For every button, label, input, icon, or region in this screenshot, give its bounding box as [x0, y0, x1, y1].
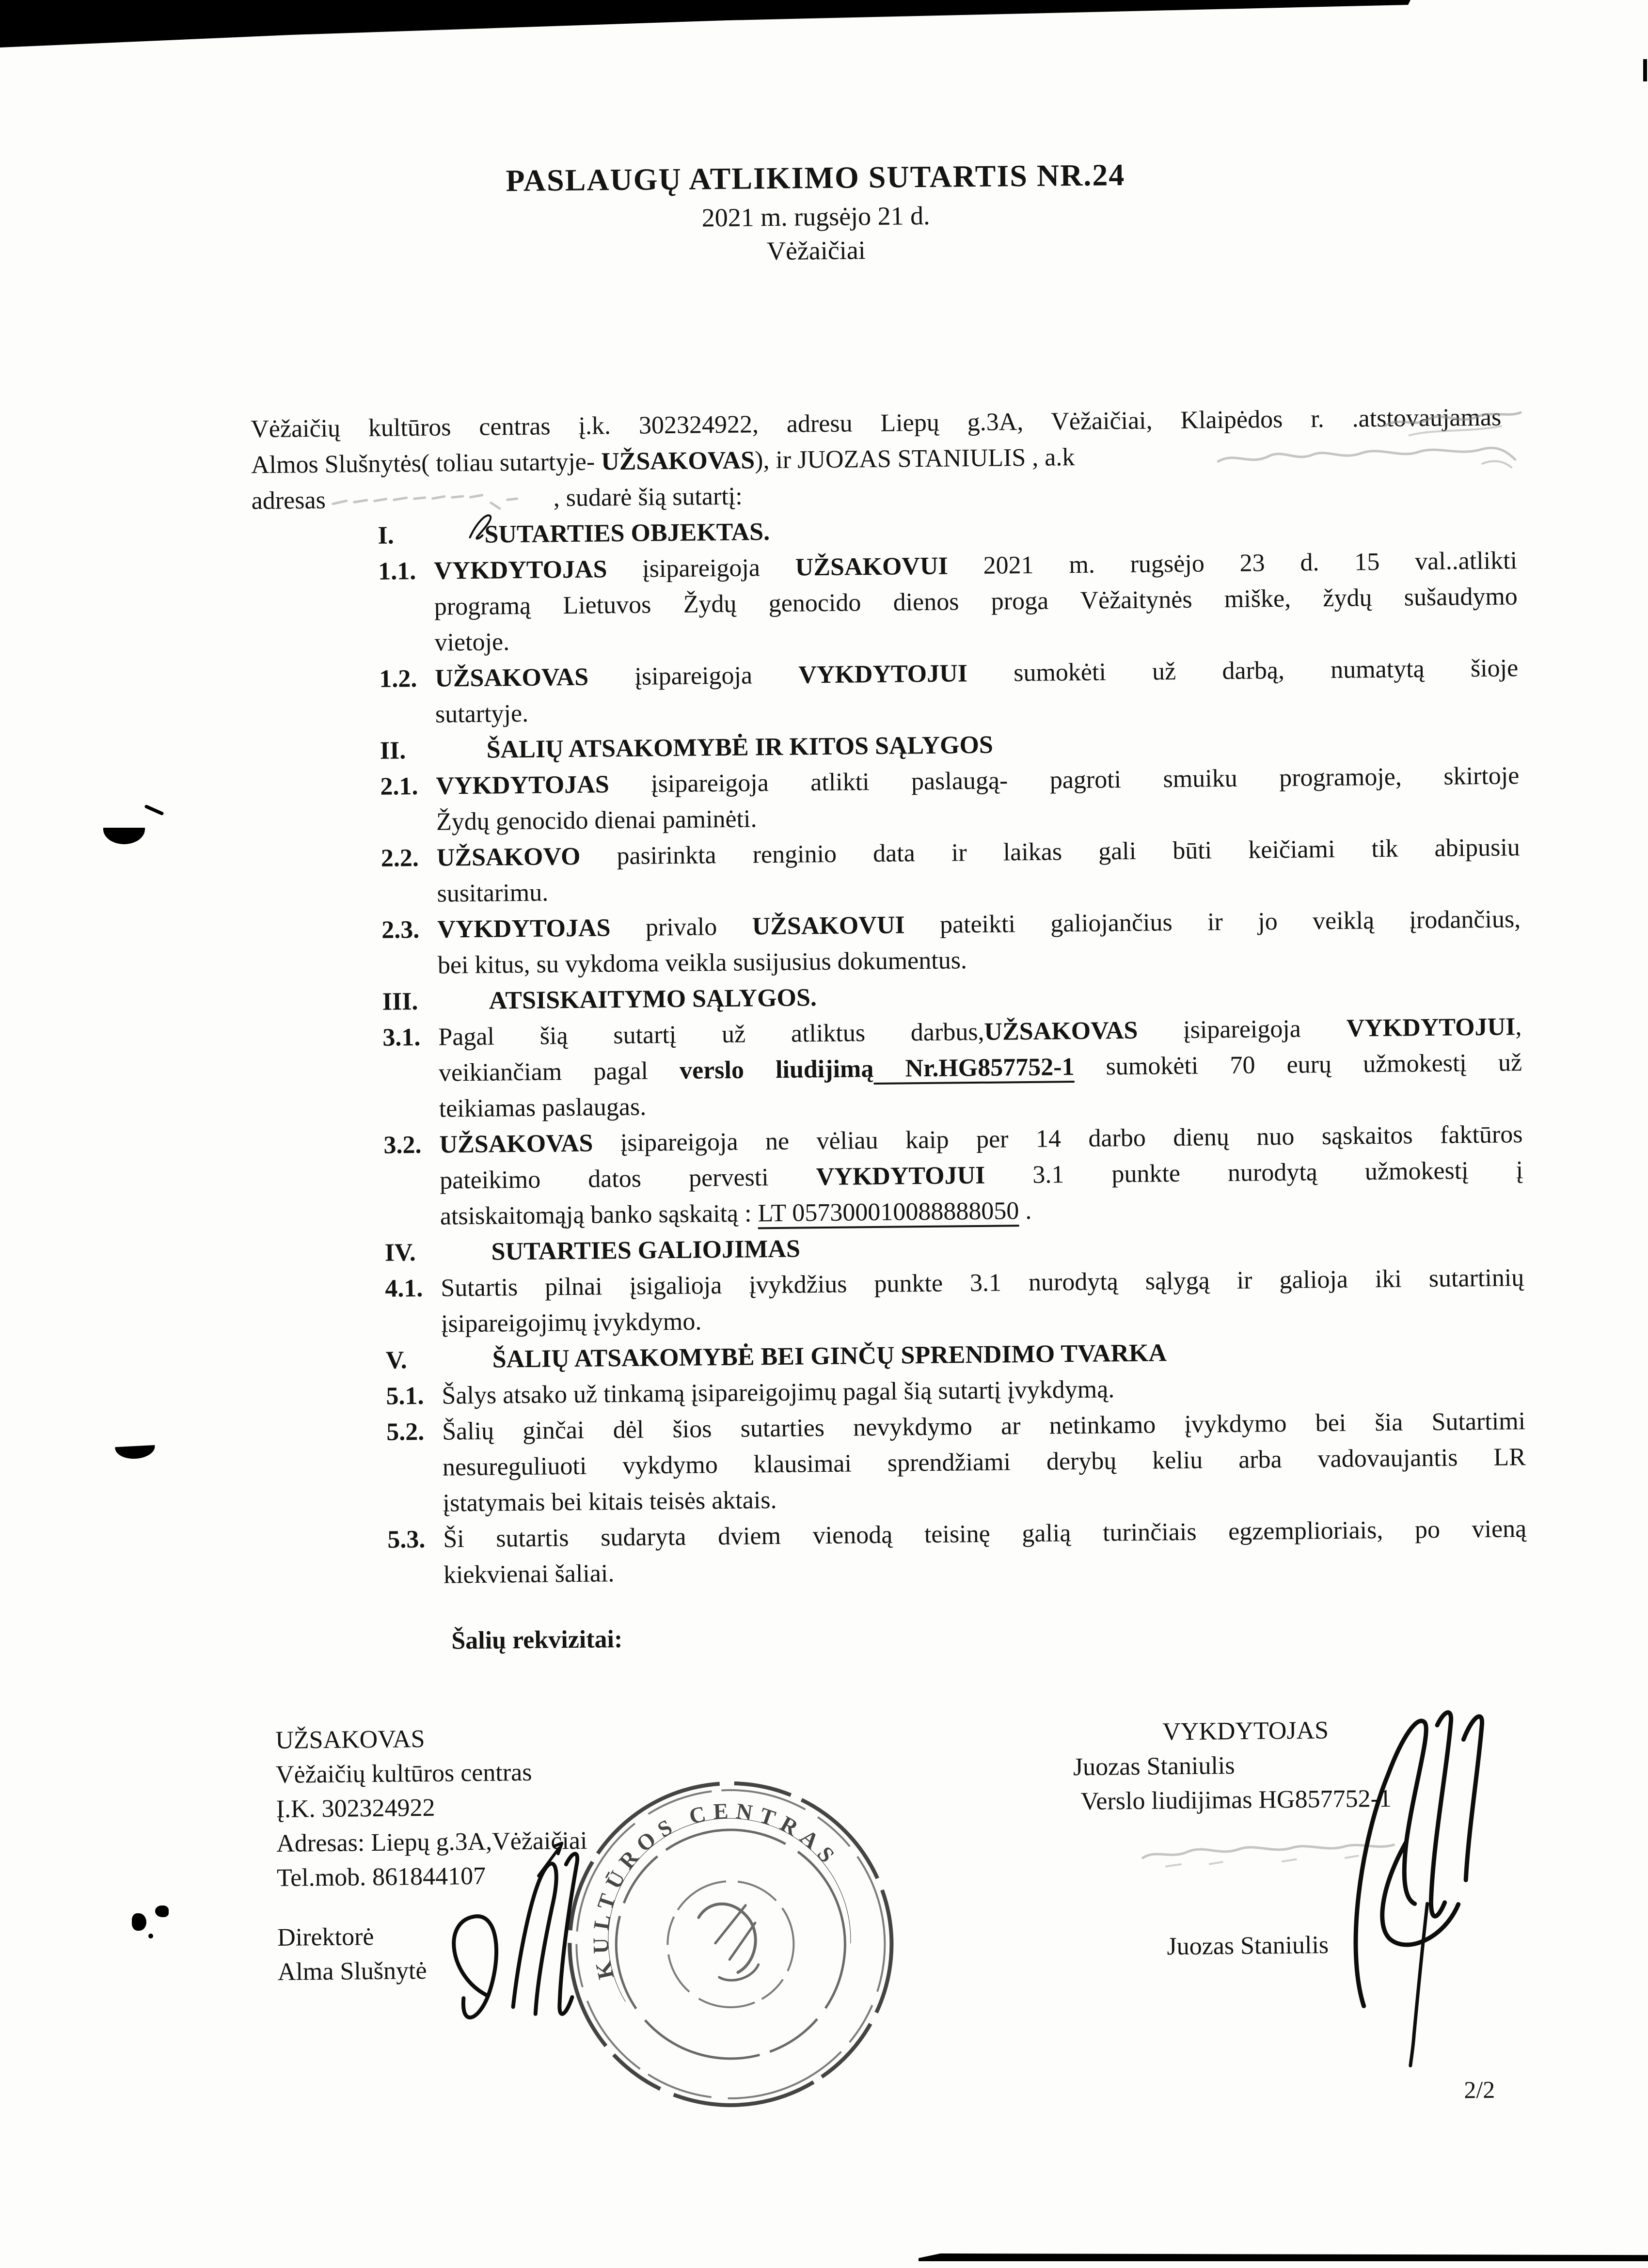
clause-number: 1.1.: [378, 557, 416, 585]
section-heading-1: I. SUTARTIES OBJEKTAS.: [378, 518, 770, 550]
clause-3-1: 3.1. Pagal šią sutartį už atliktus darbus,UŽSAKOVAS įsipareigoja VYKDYTOJUI, veikiančiam pagal verslo liudijimą Nr.HG857752-1 sumokėti 70 eurų užmokestį už teikiamas paslaugas.: [382, 1013, 1522, 1123]
clause-1-2: 1.2. UŽSAKOVAS įsipareigoja VYKDYTOJUI sumokėti už darbą, numatytą šioje sutartyje.: [379, 654, 1519, 728]
contractor-license: Verslo liudijimas HG857752-1: [1080, 1784, 1392, 1815]
clause-number: 5.2.: [386, 1418, 425, 1446]
clause-number: 5.1.: [386, 1382, 424, 1410]
client-address: Adresas: Liepų g.3A,Vėžaičiai: [276, 1827, 587, 1858]
contractor-signer-name: Juozas Staniulis: [1167, 1931, 1329, 1961]
intro-line: adresas , sudarė šią sutartį:: [251, 482, 743, 515]
clause-5-3: 5.3. Ši sutartis sudaryta dviem vienodą teisinę galią turinčiais egzemplioriais, po vieną kiekvienai šaliai.: [387, 1515, 1527, 1589]
client-code: Į.K. 302324922: [276, 1794, 435, 1823]
section-heading-2: II. ŠALIŲ ATSAKOMYBĖ IR KITOS SĄLYGOS: [380, 731, 994, 765]
client-phone: Tel.mob. 861844107: [276, 1862, 486, 1892]
clause-number: 3.1.: [382, 1023, 421, 1052]
clause-3-2: 3.2. UŽSAKOVAS įsipareigoja ne vėliau kaip per 14 darbo dienų nuo sąskaitos faktūros pateikimo datos pervesti VYKDYTOJUI 3.1 punkte nurodytą užmokestį į atsiskaitomąją banko sąskaitą : LT 057300010088888050 .: [383, 1120, 1523, 1230]
contract-body: [251, 400, 1527, 1661]
page-number: 2/2: [1464, 2076, 1495, 2104]
contractor-signature-block: [1167, 1928, 1329, 1964]
section-heading-3: III. ATSISKAITYMO SĄLYGOS.: [382, 984, 817, 1016]
pencil-scribble-address: [329, 480, 562, 521]
intro-line: Vėžaičių kultūros centras į.k. 302324922, adresu Liepų g.3A, Vėžaičiai, Klaipėdos r. .atstovaujamas: [251, 403, 1502, 443]
client-signer-position: Direktorė: [277, 1922, 374, 1952]
clause-number: 2.1.: [380, 772, 418, 801]
clause-number: 1.2.: [379, 665, 417, 693]
clause-4-1: 4.1. Sutartis pilnai įsigalioja įvykdžius punkte 3.1 nurodytą sąlygą ir galioja iki sutartinių įsipareigojimų įvykdymo.: [385, 1264, 1524, 1338]
title-block: [0, 152, 1640, 274]
client-role: UŽSAKOVAS: [275, 1725, 425, 1754]
clause-1-1: 1.1. VYKDYTOJAS įsipareigoja UŽSAKOVUI 2021 m. rugsėjo 23 d. 15 val..atlikti programą Lietuvos Žydų genocido dienos proga Vėžaitynės miške, žydų sušaudymo vietoje.: [378, 547, 1518, 657]
client-signature-block: [277, 1919, 427, 1989]
ink-smudge: [132, 1913, 146, 1931]
ink-smudge: [148, 1934, 153, 1938]
contractor-signature: [1315, 1694, 1551, 2075]
pencil-scribble-personal-code: [1210, 429, 1521, 481]
clause-2-3: 2.3. VYKDYTOJAS privalo UŽSAKOVUI pateikti galiojančius ir jo veiklą įrodančius, bei kitus, su vykdoma veikla susijusius dokumentus.: [381, 905, 1521, 979]
business-license-number: Nr.HG857752-1: [873, 1053, 1075, 1083]
requisites-heading: Šalių rekvizitai:: [451, 1625, 623, 1655]
section-heading-5: V. ŠALIŲ ATSAKOMYBĖ BEI GINČŲ SPRENDIMO TVARKA: [385, 1339, 1167, 1374]
clause-number: 4.1.: [385, 1274, 423, 1303]
contractor-name: Juozas Staniulis: [1073, 1751, 1235, 1781]
seal-text: KULTŪROS CENTRAS: [588, 1798, 844, 1982]
ink-smudge: [155, 1906, 169, 1917]
intro-line: Almos Slušnytės( toliau sutartyje- UŽSAKOVAS), ir JUOZAS STANIULIS , a.k: [251, 443, 1075, 479]
section-heading-4: IV. SUTARTIES GALIOJIMAS: [384, 1235, 801, 1267]
clause-number: 5.3.: [387, 1525, 426, 1554]
clause-5-1: 5.1. Šalys atsako už tinkamą įsipareigojimų pagal šią sutartį įvykdymą.: [386, 1368, 1525, 1415]
clause-5-2: 5.2. Šalių ginčai dėl šios sutarties nevykdymo ar netinkamo įvykdymo bei šia Sutartimi nesureguliuoti vykdymo klausimai sprendžiami derybų keliu arba vadovaujantis LR įstatymais bei kitais teisės aktais.: [386, 1407, 1526, 1517]
client-signer-name: Alma Slušnytė: [277, 1956, 427, 1986]
contractor-role: VYKDYTOJAS: [1162, 1717, 1329, 1746]
client-signature: [439, 1838, 659, 2063]
page-title: PASLAUGŲ ATLIKIMO SUTARTIS NR.24: [506, 157, 1125, 198]
contract-date: 2021 m. rugsėjo 21 d.: [701, 201, 930, 233]
clause-number: 2.2.: [380, 844, 419, 872]
clause-2-2: 2.2. UŽSAKOVO pasirinkta renginio data ir laikas gali būti keičiami tik abipusiu susitarimu.: [380, 834, 1521, 908]
clause-number: 2.3.: [381, 916, 420, 944]
client-name: Vėžaičių kultūros centras: [275, 1758, 532, 1789]
scan-edge-speck: [1643, 59, 1647, 81]
clause-2-1: 2.1. VYKDYTOJAS įsipareigoja atlikti paslaugą- pagroti smuiku programoje, skirtoje Žydų genocido dienai paminėti.: [380, 762, 1520, 836]
clause-number: 3.2.: [383, 1131, 422, 1159]
contract-place: Vėžaičiai: [766, 236, 866, 266]
bank-account-number: LT 057300010088888050: [758, 1197, 1019, 1228]
